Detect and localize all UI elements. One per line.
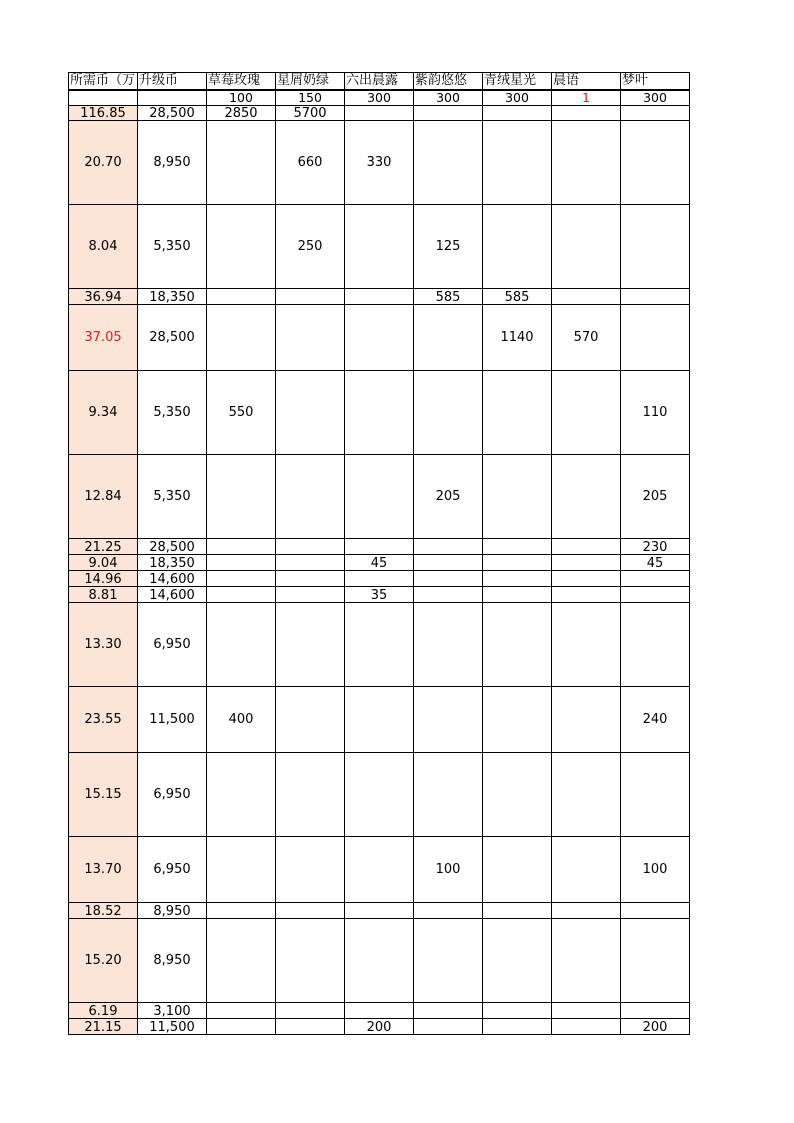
cell-col-1[interactable]: 11,500 [138,1019,207,1035]
cell-col-2[interactable]: 100 [207,90,276,106]
cell-col-0[interactable]: 9.34 [69,371,138,455]
cell-col-7[interactable] [552,121,621,205]
cost-row [69,90,690,106]
cell-col-2[interactable] [207,753,276,837]
cell-col-5[interactable] [414,539,483,555]
table-row [69,371,690,455]
cell-col-2[interactable] [207,289,276,305]
cell-col-8[interactable] [621,903,690,919]
cell-col-1[interactable]: 8,950 [138,121,207,205]
cell-col-2[interactable] [207,571,276,587]
cell-col-1[interactable]: 5,350 [138,205,207,289]
cell-col-7[interactable] [552,1019,621,1035]
cell-col-8[interactable] [621,571,690,587]
cell-col-1[interactable]: 18,350 [138,289,207,305]
cell-col-3[interactable] [276,903,345,919]
cell-col-5[interactable]: 100 [414,837,483,903]
cell-col-5[interactable]: 300 [414,90,483,106]
table-row [69,1019,690,1035]
cell-col-4[interactable] [345,919,414,1003]
cell-col-0[interactable]: 13.70 [69,837,138,903]
cell-col-6[interactable] [483,539,552,555]
cell-col-7[interactable] [552,571,621,587]
cell-col-3[interactable] [276,687,345,753]
cell-col-7[interactable] [552,687,621,753]
cell-col-7[interactable] [552,289,621,305]
cell-col-3[interactable] [276,753,345,837]
cell-col-8[interactable] [621,205,690,289]
cell-col-7[interactable]: 晨语 [552,73,621,90]
cell-col-5[interactable] [414,121,483,205]
cell-col-5[interactable]: 205 [414,455,483,539]
cell-col-1[interactable]: 3,100 [138,1003,207,1019]
cell-col-5[interactable] [414,919,483,1003]
table-row [69,121,690,205]
cell-col-8[interactable]: 240 [621,687,690,753]
table-row [69,587,690,603]
cell-col-5[interactable] [414,555,483,571]
cell-col-7[interactable] [552,753,621,837]
table-row [69,289,690,305]
cell-col-8[interactable] [621,289,690,305]
cell-col-5[interactable]: 紫韵悠悠 [414,73,483,90]
cell-col-1[interactable]: 5,350 [138,371,207,455]
cell-col-2[interactable] [207,903,276,919]
cell-col-8[interactable] [621,587,690,603]
cell-col-5[interactable] [414,371,483,455]
cell-col-4[interactable] [345,455,414,539]
cell-col-4[interactable] [345,753,414,837]
table-row [69,539,690,555]
cell-col-4[interactable]: 35 [345,587,414,603]
cell-col-0[interactable]: 15.20 [69,919,138,1003]
cell-col-8[interactable]: 300 [621,90,690,106]
cell-col-8[interactable] [621,106,690,121]
cell-col-5[interactable] [414,687,483,753]
cell-col-0[interactable]: 36.94 [69,289,138,305]
cell-col-4[interactable]: 330 [345,121,414,205]
cell-col-6[interactable] [483,106,552,121]
cell-col-7[interactable] [552,1003,621,1019]
cell-col-1[interactable]: 18,350 [138,555,207,571]
cell-col-8[interactable]: 梦叶 [621,73,690,90]
table-row [69,455,690,539]
cell-col-3[interactable] [276,603,345,687]
cell-col-0[interactable]: 8.81 [69,587,138,603]
cell-col-4[interactable] [345,289,414,305]
table-row [69,687,690,753]
cell-col-0[interactable]: 18.52 [69,903,138,919]
cell-col-3[interactable] [276,455,345,539]
cell-col-7[interactable] [552,455,621,539]
table-row [69,555,690,571]
cell-col-4[interactable] [345,571,414,587]
cell-col-6[interactable] [483,1019,552,1035]
header-row [69,73,690,90]
cell-col-8[interactable]: 205 [621,455,690,539]
cell-col-1[interactable]: 28,500 [138,106,207,121]
cell-col-0[interactable]: 14.96 [69,571,138,587]
cell-col-8[interactable] [621,121,690,205]
table-row [69,837,690,903]
cell-col-3[interactable] [276,289,345,305]
cell-col-4[interactable] [345,1003,414,1019]
cell-col-3[interactable]: 5700 [276,106,345,121]
cell-col-0[interactable]: 6.19 [69,1003,138,1019]
table-row [69,903,690,919]
table-row [69,305,690,371]
cell-col-2[interactable] [207,587,276,603]
cell-col-5[interactable]: 585 [414,289,483,305]
cell-col-0[interactable]: 116.85 [69,106,138,121]
cell-col-7[interactable] [552,837,621,903]
cell-col-1[interactable] [138,90,207,106]
cell-col-2[interactable] [207,205,276,289]
cell-col-1[interactable]: 28,500 [138,305,207,371]
cell-col-0[interactable]: 20.70 [69,121,138,205]
cell-col-3[interactable] [276,371,345,455]
cell-col-4[interactable] [345,603,414,687]
cell-col-6[interactable] [483,455,552,539]
cell-col-3[interactable] [276,587,345,603]
cell-col-6[interactable] [483,587,552,603]
cell-col-3[interactable] [276,539,345,555]
cell-col-3[interactable] [276,919,345,1003]
cell-col-5[interactable] [414,1019,483,1035]
cell-col-2[interactable] [207,539,276,555]
cell-col-5[interactable] [414,587,483,603]
cell-col-7[interactable] [552,919,621,1003]
cell-col-0[interactable]: 所需币（万 [69,73,138,90]
cell-col-6[interactable]: 青绒星光 [483,73,552,90]
cell-col-0[interactable]: 9.04 [69,555,138,571]
cell-col-8[interactable] [621,753,690,837]
cell-col-1[interactable]: 6,950 [138,837,207,903]
cell-col-6[interactable] [483,837,552,903]
cell-col-0[interactable]: 23.55 [69,687,138,753]
cell-col-3[interactable]: 660 [276,121,345,205]
cell-col-7[interactable]: 570 [552,305,621,371]
cell-col-1[interactable]: 14,600 [138,587,207,603]
table-row [69,571,690,587]
cell-col-3[interactable] [276,837,345,903]
cell-col-3[interactable] [276,1003,345,1019]
cell-col-4[interactable] [345,539,414,555]
cell-col-3[interactable]: 250 [276,205,345,289]
cell-col-1[interactable]: 5,350 [138,455,207,539]
cell-col-6[interactable] [483,571,552,587]
cell-col-4[interactable]: 六出晨露 [345,73,414,90]
cell-col-6[interactable] [483,687,552,753]
cell-col-6[interactable]: 300 [483,90,552,106]
cell-col-8[interactable]: 200 [621,1019,690,1035]
cell-col-8[interactable]: 230 [621,539,690,555]
cell-col-6[interactable] [483,903,552,919]
cell-col-7[interactable] [552,371,621,455]
cell-col-4[interactable] [345,687,414,753]
cell-col-2[interactable] [207,305,276,371]
table-row [69,106,690,121]
cell-col-1[interactable]: 8,950 [138,903,207,919]
cell-col-3[interactable]: 星屑奶绿 [276,73,345,90]
cell-col-7[interactable] [552,539,621,555]
cell-col-8[interactable]: 100 [621,837,690,903]
cell-col-4[interactable]: 200 [345,1019,414,1035]
cell-col-7[interactable] [552,555,621,571]
cell-col-2[interactable]: 草莓玫瑰 [207,73,276,90]
cell-col-6[interactable]: 585 [483,289,552,305]
cell-col-1[interactable]: 6,950 [138,603,207,687]
cell-col-7[interactable] [552,903,621,919]
cell-col-0[interactable]: 8.04 [69,205,138,289]
cell-col-1[interactable]: 11,500 [138,687,207,753]
cell-col-8[interactable]: 110 [621,371,690,455]
cell-col-7[interactable] [552,205,621,289]
cell-col-3[interactable] [276,1019,345,1035]
table-row [69,205,690,289]
cell-col-0[interactable] [69,90,138,106]
cell-col-6[interactable]: 1140 [483,305,552,371]
cell-col-4[interactable] [345,305,414,371]
cell-col-6[interactable] [483,603,552,687]
cell-col-2[interactable]: 550 [207,371,276,455]
cell-col-7[interactable] [552,106,621,121]
cell-col-4[interactable] [345,903,414,919]
cell-col-2[interactable] [207,1003,276,1019]
cell-col-0[interactable]: 21.25 [69,539,138,555]
cell-col-8[interactable]: 45 [621,555,690,571]
cell-col-8[interactable] [621,603,690,687]
cell-col-4[interactable] [345,205,414,289]
cell-col-5[interactable] [414,106,483,121]
cell-col-5[interactable] [414,571,483,587]
cell-col-2[interactable]: 2850 [207,106,276,121]
cell-col-0[interactable]: 21.15 [69,1019,138,1035]
cell-col-1[interactable]: 28,500 [138,539,207,555]
cell-col-4[interactable] [345,371,414,455]
cell-col-6[interactable] [483,1003,552,1019]
cell-col-2[interactable] [207,555,276,571]
cell-col-1[interactable]: 升级币 [138,73,207,90]
cell-col-3[interactable] [276,555,345,571]
cell-col-2[interactable] [207,455,276,539]
cell-col-4[interactable]: 300 [345,90,414,106]
spreadsheet-table [68,72,690,1035]
table-row [69,1003,690,1019]
cell-col-2[interactable] [207,121,276,205]
cell-col-6[interactable] [483,121,552,205]
cell-col-6[interactable] [483,919,552,1003]
cell-col-5[interactable] [414,753,483,837]
cell-col-2[interactable] [207,919,276,1003]
cell-col-2[interactable] [207,1019,276,1035]
cell-col-6[interactable] [483,205,552,289]
cell-col-2[interactable]: 400 [207,687,276,753]
cell-col-5[interactable] [414,1003,483,1019]
cell-col-7[interactable] [552,587,621,603]
cell-col-7[interactable]: 1 [552,90,621,106]
cell-col-5[interactable] [414,903,483,919]
table-row [69,919,690,1003]
cell-col-0[interactable]: 12.84 [69,455,138,539]
cell-col-6[interactable] [483,371,552,455]
cell-col-0[interactable]: 37.05 [69,305,138,371]
cell-col-8[interactable] [621,305,690,371]
cell-col-8[interactable] [621,919,690,1003]
cell-col-0[interactable]: 15.15 [69,753,138,837]
cell-col-7[interactable] [552,603,621,687]
cell-col-3[interactable] [276,571,345,587]
cell-col-5[interactable]: 125 [414,205,483,289]
cell-col-6[interactable] [483,753,552,837]
cell-col-4[interactable] [345,106,414,121]
cell-col-3[interactable] [276,305,345,371]
cell-col-6[interactable] [483,555,552,571]
table-row [69,603,690,687]
cell-col-4[interactable] [345,837,414,903]
cell-col-2[interactable] [207,603,276,687]
cell-col-2[interactable] [207,837,276,903]
cell-col-4[interactable]: 45 [345,555,414,571]
cell-col-5[interactable] [414,305,483,371]
cell-col-1[interactable]: 8,950 [138,919,207,1003]
cell-col-5[interactable] [414,603,483,687]
cell-col-8[interactable] [621,1003,690,1019]
cell-col-3[interactable]: 150 [276,90,345,106]
table-row [69,753,690,837]
cell-col-1[interactable]: 14,600 [138,571,207,587]
cell-col-0[interactable]: 13.30 [69,603,138,687]
cell-col-1[interactable]: 6,950 [138,753,207,837]
